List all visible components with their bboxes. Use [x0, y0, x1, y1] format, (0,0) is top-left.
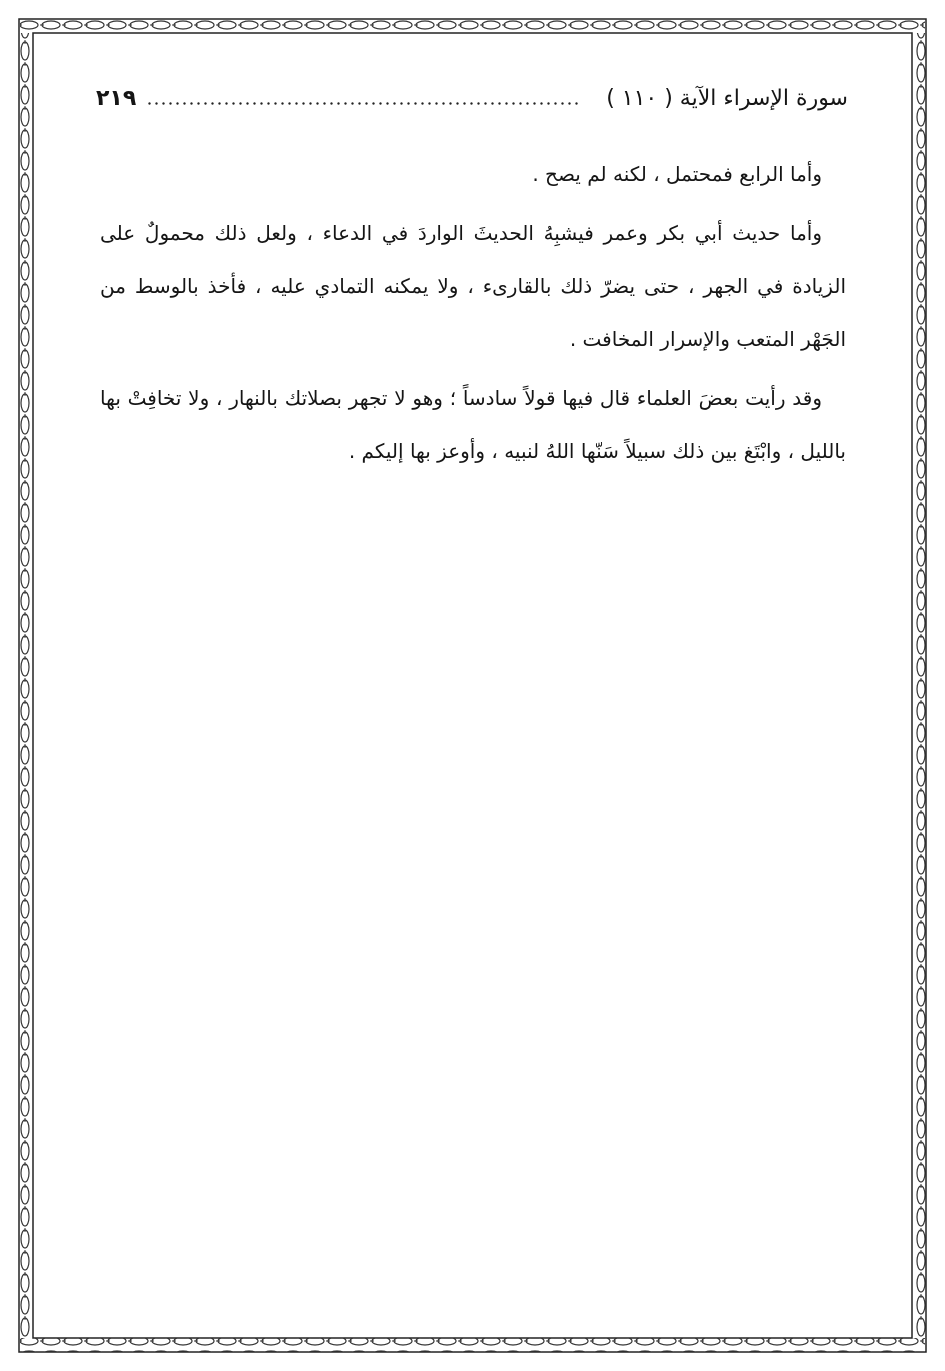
paragraph-1: وأما الرابع فمحتمل ، لكنه لم يصح .	[532, 162, 822, 186]
page-number: ٢١٩	[96, 85, 137, 111]
paragraph-2: وأما حديث أبي بكر وعمر فيشبِهُ الحديثَ الواردَ في الدعاء ، ولعل ذلك محمولٌ على الزيادة في الجهر ، حتى يضرّ ذلك بالقارىء ، ولا يمكنه التمادي عليه ، فأخذ بالوسط من الجَهْر المتعب والإسرار المخافت .	[100, 221, 846, 351]
dotted-leader	[146, 102, 582, 105]
surah-verse-title: سورة الإسراء الآية ( ١١٠ )	[606, 85, 848, 111]
running-header	[96, 78, 848, 118]
paragraph-3: وقد رأيت بعضَ العلماء قال فيها قولاً سادساً ؛ وهو لا تجهر بصلاتك بالنهار ، ولا تخافِتْ بها بالليل ، وابْتَغ بين ذلك سبيلاً سَنّها اللهُ لنبيه ، وأوعز بها إليكم .	[100, 386, 846, 463]
body-text	[100, 148, 846, 484]
